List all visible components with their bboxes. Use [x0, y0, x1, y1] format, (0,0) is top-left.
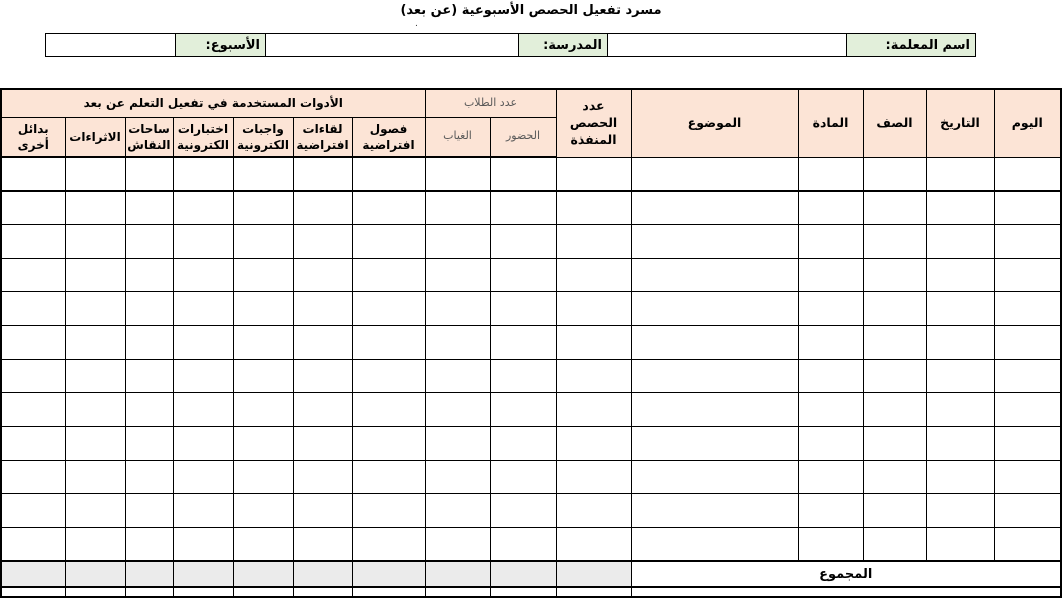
entry-cell[interactable]	[863, 157, 926, 191]
entry-cell[interactable]	[125, 393, 173, 427]
entry-cell[interactable]	[1, 224, 65, 258]
entry-cell[interactable]	[1, 157, 65, 191]
entry-cell[interactable]	[994, 528, 1061, 562]
entry-cell[interactable]	[1, 528, 65, 562]
entry-cell[interactable]	[352, 292, 425, 326]
entry-cell[interactable]	[173, 191, 233, 225]
col-header-topic: الموضوع	[631, 89, 798, 157]
entry-cell[interactable]	[425, 427, 490, 461]
entry-cell[interactable]	[293, 528, 352, 562]
entry-cell[interactable]	[556, 359, 631, 393]
total-cell[interactable]	[425, 561, 490, 587]
entry-cell[interactable]	[125, 494, 173, 528]
entry-cell[interactable]	[233, 393, 293, 427]
entry-cell[interactable]	[926, 325, 994, 359]
entry-cell[interactable]	[125, 157, 173, 191]
entry-cell[interactable]	[556, 393, 631, 427]
stray-dot: .	[415, 19, 418, 29]
entry-cell[interactable]	[425, 460, 490, 494]
entry-cell[interactable]	[863, 528, 926, 562]
entry-cell[interactable]	[798, 460, 863, 494]
entry-cell[interactable]	[293, 359, 352, 393]
entry-cell[interactable]	[233, 359, 293, 393]
page-title: مسرد تفعيل الحصص الأسبوعية (عن بعد)	[400, 3, 662, 18]
entry-cell[interactable]	[994, 393, 1061, 427]
entry-cell[interactable]	[1, 393, 65, 427]
entry-cell[interactable]	[352, 393, 425, 427]
entry-cell[interactable]	[556, 460, 631, 494]
entry-cell[interactable]	[631, 191, 798, 225]
entry-cell[interactable]	[631, 224, 798, 258]
entry-cell[interactable]	[798, 191, 863, 225]
entry-cell[interactable]	[173, 587, 233, 597]
entry-cell[interactable]	[425, 191, 490, 225]
entry-cell[interactable]	[173, 494, 233, 528]
entry-cell[interactable]	[65, 427, 125, 461]
entry-cell[interactable]	[490, 359, 556, 393]
entry-cell[interactable]	[1, 325, 65, 359]
entry-cell[interactable]	[490, 157, 556, 191]
entry-cell[interactable]	[926, 494, 994, 528]
entry-cell[interactable]	[293, 494, 352, 528]
col-header-e-homework: واجبات الكترونية	[233, 117, 293, 157]
entry-row	[1, 427, 1061, 461]
total-cell[interactable]	[125, 561, 173, 587]
entry-row	[1, 393, 1061, 427]
entry-cell[interactable]	[798, 292, 863, 326]
entry-cell[interactable]	[173, 359, 233, 393]
entry-cell[interactable]	[631, 587, 1061, 597]
entry-cell[interactable]	[556, 528, 631, 562]
entry-cell[interactable]	[293, 292, 352, 326]
entry-cell[interactable]	[293, 191, 352, 225]
entry-cell[interactable]	[352, 460, 425, 494]
entry-cell[interactable]	[173, 460, 233, 494]
entry-cell[interactable]	[631, 359, 798, 393]
entry-cell[interactable]	[926, 427, 994, 461]
total-cell[interactable]	[233, 561, 293, 587]
entry-cell[interactable]	[631, 427, 798, 461]
col-header-attendance: الحضور	[490, 117, 556, 157]
entry-cell[interactable]	[293, 157, 352, 191]
entry-cell[interactable]	[926, 191, 994, 225]
school-field[interactable]	[265, 33, 519, 57]
entry-cell[interactable]	[425, 359, 490, 393]
entry-cell[interactable]	[863, 325, 926, 359]
entry-cell[interactable]	[425, 292, 490, 326]
entry-cell[interactable]	[125, 427, 173, 461]
entry-cell[interactable]	[994, 258, 1061, 292]
entry-cell[interactable]	[233, 224, 293, 258]
entry-cell[interactable]	[490, 393, 556, 427]
entry-cell[interactable]	[994, 325, 1061, 359]
total-cell[interactable]	[293, 561, 352, 587]
entry-cell[interactable]	[631, 460, 798, 494]
entry-cell[interactable]	[1, 587, 65, 597]
entry-row	[1, 460, 1061, 494]
total-cell[interactable]	[1, 561, 65, 587]
col-header-virtual-classes: فصول افتراضية	[352, 117, 425, 157]
entry-cell[interactable]	[125, 460, 173, 494]
entry-cell[interactable]	[631, 258, 798, 292]
entry-cell[interactable]	[863, 494, 926, 528]
partial-cutoff-row	[1, 587, 1061, 597]
entry-cell[interactable]	[65, 460, 125, 494]
entry-cell[interactable]	[798, 359, 863, 393]
entry-cell[interactable]	[798, 325, 863, 359]
entry-cell[interactable]	[994, 359, 1061, 393]
entry-cell[interactable]	[293, 393, 352, 427]
weekly-log-table	[0, 88, 1062, 598]
entry-cell[interactable]	[293, 325, 352, 359]
entry-row	[1, 359, 1061, 393]
entry-cell[interactable]	[798, 258, 863, 292]
entry-cell[interactable]	[490, 494, 556, 528]
entry-cell[interactable]	[65, 528, 125, 562]
entry-cell[interactable]	[926, 292, 994, 326]
entry-cell[interactable]	[490, 325, 556, 359]
entry-cell[interactable]	[352, 427, 425, 461]
entry-cell[interactable]	[425, 528, 490, 562]
entry-cell[interactable]	[65, 494, 125, 528]
col-header-absence: الغياب	[425, 117, 490, 157]
entry-cell[interactable]	[425, 393, 490, 427]
entry-cell[interactable]	[863, 258, 926, 292]
entry-cell[interactable]	[863, 460, 926, 494]
total-label: المجموع	[631, 561, 1061, 587]
col-header-date: التاريخ	[926, 89, 994, 157]
entry-cell[interactable]	[233, 427, 293, 461]
entry-cell[interactable]	[556, 292, 631, 326]
entry-cell[interactable]	[490, 224, 556, 258]
col-header-virtual-meetings: لقاءات افتراضية	[293, 117, 352, 157]
entry-cell[interactable]	[863, 359, 926, 393]
entry-cell[interactable]	[125, 325, 173, 359]
col-header-subject: المادة	[798, 89, 863, 157]
entry-cell[interactable]	[293, 224, 352, 258]
entry-row	[1, 224, 1061, 258]
entry-cell[interactable]	[173, 157, 233, 191]
entry-cell[interactable]	[926, 359, 994, 393]
teacher-name-label: اسم المعلمة:	[846, 33, 976, 57]
entry-cell[interactable]	[863, 292, 926, 326]
entry-cell[interactable]	[125, 292, 173, 326]
entry-cell[interactable]	[352, 224, 425, 258]
entry-cell[interactable]	[293, 460, 352, 494]
entry-cell[interactable]	[994, 494, 1061, 528]
entry-cell[interactable]	[425, 494, 490, 528]
entry-cell[interactable]	[352, 587, 425, 597]
entry-cell[interactable]	[233, 325, 293, 359]
entry-cell[interactable]	[926, 224, 994, 258]
entry-cell[interactable]	[994, 157, 1061, 191]
entry-cell[interactable]	[425, 224, 490, 258]
total-row	[1, 561, 1061, 587]
entry-row	[1, 528, 1061, 562]
entry-cell[interactable]	[863, 393, 926, 427]
col-header-discussion-boards: ساحات النقاش	[125, 117, 173, 157]
col-header-executed-lessons: عدد الحصص المنفذة	[556, 89, 631, 157]
col-header-enrichments: الاثراءات	[65, 117, 125, 157]
entry-cell[interactable]	[173, 224, 233, 258]
entry-cell[interactable]	[556, 587, 631, 597]
entry-cell[interactable]	[125, 587, 173, 597]
entry-cell[interactable]	[233, 191, 293, 225]
total-cell[interactable]	[490, 561, 556, 587]
entry-cell[interactable]	[490, 427, 556, 461]
entry-cell[interactable]	[425, 587, 490, 597]
entry-cell[interactable]	[65, 393, 125, 427]
entry-cell[interactable]	[556, 258, 631, 292]
entry-cell[interactable]	[798, 393, 863, 427]
entry-cell[interactable]	[631, 292, 798, 326]
entry-cell[interactable]	[352, 325, 425, 359]
total-cell[interactable]	[556, 561, 631, 587]
entry-cell[interactable]	[293, 258, 352, 292]
entry-cell[interactable]	[631, 528, 798, 562]
entry-cell[interactable]	[863, 224, 926, 258]
entry-cell[interactable]	[65, 224, 125, 258]
teacher-name-field[interactable]	[607, 33, 847, 57]
entry-cell[interactable]	[1, 460, 65, 494]
entry-cell[interactable]	[798, 528, 863, 562]
entry-cell[interactable]	[352, 359, 425, 393]
group-header-students-count: عدد الطلاب	[425, 89, 556, 117]
entry-cell[interactable]	[293, 587, 352, 597]
total-cell[interactable]	[173, 561, 233, 587]
school-label: المدرسة:	[518, 33, 608, 57]
entry-cell[interactable]	[798, 224, 863, 258]
entry-row	[1, 258, 1061, 292]
entry-cell[interactable]	[352, 528, 425, 562]
entry-cell[interactable]	[1, 292, 65, 326]
entry-cell[interactable]	[631, 157, 798, 191]
entry-cell[interactable]	[490, 528, 556, 562]
entry-cell[interactable]	[352, 191, 425, 225]
entry-cell[interactable]	[125, 191, 173, 225]
entry-cell[interactable]	[425, 157, 490, 191]
entry-cell[interactable]	[173, 258, 233, 292]
col-header-other-alternatives: بدائل أخرى	[1, 117, 65, 157]
entry-cell[interactable]	[173, 427, 233, 461]
entry-cell[interactable]	[1, 359, 65, 393]
entry-cell[interactable]	[233, 494, 293, 528]
entry-cell[interactable]	[173, 528, 233, 562]
entry-cell[interactable]	[994, 224, 1061, 258]
entry-cell[interactable]	[125, 359, 173, 393]
entry-cell[interactable]	[994, 191, 1061, 225]
entry-cell[interactable]	[173, 325, 233, 359]
entry-cell[interactable]	[173, 393, 233, 427]
entry-cell[interactable]	[65, 325, 125, 359]
entry-cell[interactable]	[798, 157, 863, 191]
entry-cell[interactable]	[798, 427, 863, 461]
entry-cell[interactable]	[926, 528, 994, 562]
entry-cell[interactable]	[926, 258, 994, 292]
entry-cell[interactable]	[233, 460, 293, 494]
entry-cell[interactable]	[556, 325, 631, 359]
entry-cell[interactable]	[556, 224, 631, 258]
entry-cell[interactable]	[631, 494, 798, 528]
entry-row	[1, 191, 1061, 225]
entry-cell[interactable]	[863, 427, 926, 461]
week-label: الأسبوع:	[175, 33, 266, 57]
entry-cell[interactable]	[490, 587, 556, 597]
entry-cell[interactable]	[125, 258, 173, 292]
entry-cell[interactable]	[798, 494, 863, 528]
entry-cell[interactable]	[926, 460, 994, 494]
entry-cell[interactable]	[125, 224, 173, 258]
entry-cell[interactable]	[293, 427, 352, 461]
entry-cell[interactable]	[556, 494, 631, 528]
entry-cell[interactable]	[352, 494, 425, 528]
total-cell[interactable]	[352, 561, 425, 587]
entry-cell[interactable]	[65, 191, 125, 225]
entry-cell[interactable]	[425, 325, 490, 359]
entry-row	[1, 292, 1061, 326]
col-header-class: الصف	[863, 89, 926, 157]
entry-cell[interactable]	[352, 258, 425, 292]
entry-cell[interactable]	[1, 258, 65, 292]
entry-cell[interactable]	[65, 258, 125, 292]
group-header-tools: الأدوات المستخدمة في تفعيل التعلم عن بعد	[1, 89, 425, 117]
entry-cell[interactable]	[1, 494, 65, 528]
week-field[interactable]	[45, 33, 176, 57]
entry-cell[interactable]	[233, 157, 293, 191]
entry-cell[interactable]	[65, 292, 125, 326]
entry-cell[interactable]	[490, 258, 556, 292]
entry-cell[interactable]	[65, 359, 125, 393]
entry-cell[interactable]	[233, 587, 293, 597]
entry-cell[interactable]	[1, 191, 65, 225]
entry-cell[interactable]	[490, 191, 556, 225]
entry-cell[interactable]	[125, 528, 173, 562]
entry-cell[interactable]	[352, 157, 425, 191]
entry-cell[interactable]	[173, 292, 233, 326]
entry-cell[interactable]	[233, 258, 293, 292]
entry-cell[interactable]	[65, 587, 125, 597]
entry-cell[interactable]	[926, 393, 994, 427]
col-header-day: اليوم	[994, 89, 1061, 157]
total-cell[interactable]	[65, 561, 125, 587]
entry-cell[interactable]	[556, 427, 631, 461]
entry-cell[interactable]	[863, 191, 926, 225]
entry-cell[interactable]	[994, 460, 1061, 494]
entry-cell[interactable]	[490, 460, 556, 494]
entry-cell[interactable]	[926, 157, 994, 191]
entry-row	[1, 494, 1061, 528]
entry-cell[interactable]	[556, 191, 631, 225]
entry-cell[interactable]	[425, 258, 490, 292]
entry-cell[interactable]	[1, 427, 65, 461]
entry-cell[interactable]	[631, 393, 798, 427]
entry-cell[interactable]	[233, 528, 293, 562]
entry-cell[interactable]	[233, 292, 293, 326]
entry-row	[1, 157, 1061, 191]
entry-cell[interactable]	[556, 157, 631, 191]
table-wrapper	[0, 88, 1062, 611]
entry-cell[interactable]	[994, 427, 1061, 461]
col-header-e-tests: اختبارات الكترونية	[173, 117, 233, 157]
entry-cell[interactable]	[994, 292, 1061, 326]
entry-cell[interactable]	[490, 292, 556, 326]
entry-row	[1, 325, 1061, 359]
entry-cell[interactable]	[65, 157, 125, 191]
entry-cell[interactable]	[631, 325, 798, 359]
